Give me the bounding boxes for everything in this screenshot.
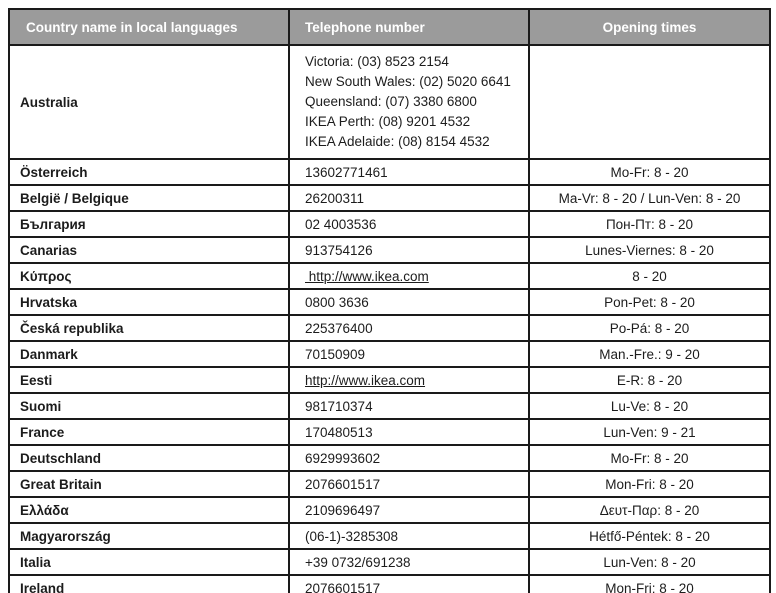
country-cell: Eesti — [9, 367, 289, 393]
opening-times-cell: E-R: 8 - 20 — [529, 367, 770, 393]
telephone-cell — [289, 45, 529, 159]
country-contact-table — [8, 8, 771, 593]
table-row — [9, 159, 770, 185]
telephone-cell: 70150909 — [289, 341, 529, 367]
country-cell: Österreich — [9, 159, 289, 185]
country-cell: Italia — [9, 549, 289, 575]
telephone-cell: 26200311 — [289, 185, 529, 211]
telephone-cell: 2076601517 — [289, 471, 529, 497]
opening-times-cell: Пон-Пт: 8 - 20 — [529, 211, 770, 237]
telephone-cell — [289, 263, 529, 289]
opening-times-cell: Δευτ-Παρ: 8 - 20 — [529, 497, 770, 523]
table-body — [9, 45, 770, 593]
opening-times-cell: Pon-Pet: 8 - 20 — [529, 289, 770, 315]
table-row — [9, 367, 770, 393]
country-cell: Deutschland — [9, 445, 289, 471]
table-row — [9, 211, 770, 237]
table-row — [9, 237, 770, 263]
ikea-website-link[interactable]: http://www.ikea.com — [305, 372, 426, 388]
header-opening-times-column: Opening times — [529, 9, 770, 45]
country-cell: Danmark — [9, 341, 289, 367]
telephone-cell: 6929993602 — [289, 445, 529, 471]
country-cell: Hrvatska — [9, 289, 289, 315]
telephone-cell: (06-1)-3285308 — [289, 523, 529, 549]
country-cell: België / Belgique — [9, 185, 289, 211]
table-row — [9, 549, 770, 575]
table-row — [9, 445, 770, 471]
header-row — [9, 9, 770, 45]
opening-times-cell: Lu-Ve: 8 - 20 — [529, 393, 770, 419]
header-country-column: Country name in local languages — [9, 9, 289, 45]
telephone-cell: 913754126 — [289, 237, 529, 263]
table-header — [9, 9, 770, 45]
telephone-line: New South Wales: (02) 5020 6641 — [305, 74, 511, 89]
opening-times-cell: Mon-Fri: 8 - 20 — [529, 471, 770, 497]
opening-times-cell: Mo-Fr: 8 - 20 — [529, 159, 770, 185]
telephone-cell: 981710374 — [289, 393, 529, 419]
opening-times-cell: 8 - 20 — [529, 263, 770, 289]
opening-times-cell: Hétfő-Péntek: 8 - 20 — [529, 523, 770, 549]
country-cell: Magyarország — [9, 523, 289, 549]
telephone-line: IKEA Perth: (08) 9201 4532 — [305, 114, 471, 129]
opening-times-cell: Mo-Fr: 8 - 20 — [529, 445, 770, 471]
telephone-cell — [289, 367, 529, 393]
opening-times-cell: Po-Pá: 8 - 20 — [529, 315, 770, 341]
table-row — [9, 45, 770, 159]
table-row — [9, 393, 770, 419]
table-row — [9, 289, 770, 315]
opening-times-cell: Lun-Ven: 9 - 21 — [529, 419, 770, 445]
table-row — [9, 263, 770, 289]
telephone-cell: 0800 3636 — [289, 289, 529, 315]
table-row — [9, 185, 770, 211]
opening-times-cell: Man.-Fre.: 9 - 20 — [529, 341, 770, 367]
telephone-cell: 225376400 — [289, 315, 529, 341]
country-cell: Česká republika — [9, 315, 289, 341]
table-row — [9, 471, 770, 497]
country-cell: България — [9, 211, 289, 237]
table-row — [9, 419, 770, 445]
table-row — [9, 575, 770, 593]
telephone-line: Queensland: (07) 3380 6800 — [305, 94, 477, 109]
header-telephone-column: Telephone number — [289, 9, 529, 45]
opening-times-cell: Lun-Ven: 8 - 20 — [529, 549, 770, 575]
opening-times-cell — [529, 45, 770, 159]
telephone-line: IKEA Adelaide: (08) 8154 4532 — [305, 134, 490, 149]
country-cell: Ireland — [9, 575, 289, 593]
telephone-cell: 170480513 — [289, 419, 529, 445]
country-cell: Great Britain — [9, 471, 289, 497]
table-row — [9, 497, 770, 523]
country-cell: Australia — [9, 45, 289, 159]
table-row — [9, 341, 770, 367]
country-cell: Ελλάδα — [9, 497, 289, 523]
opening-times-cell: Lunes-Viernes: 8 - 20 — [529, 237, 770, 263]
country-cell: France — [9, 419, 289, 445]
table-row — [9, 523, 770, 549]
ikea-website-link[interactable]: http://www.ikea.com — [305, 268, 429, 284]
country-cell: Canarias — [9, 237, 289, 263]
opening-times-cell: Ma-Vr: 8 - 20 / Lun-Ven: 8 - 20 — [529, 185, 770, 211]
telephone-cell: 02 4003536 — [289, 211, 529, 237]
country-cell: Κύπρος — [9, 263, 289, 289]
telephone-cell: +39 0732/691238 — [289, 549, 529, 575]
country-cell: Suomi — [9, 393, 289, 419]
opening-times-cell: Mon-Fri: 8 - 20 — [529, 575, 770, 593]
telephone-cell: 13602771461 — [289, 159, 529, 185]
telephone-cell: 2109696497 — [289, 497, 529, 523]
telephone-cell: 2076601517 — [289, 575, 529, 593]
table-row — [9, 315, 770, 341]
telephone-line: Victoria: (03) 8523 2154 — [305, 54, 449, 69]
